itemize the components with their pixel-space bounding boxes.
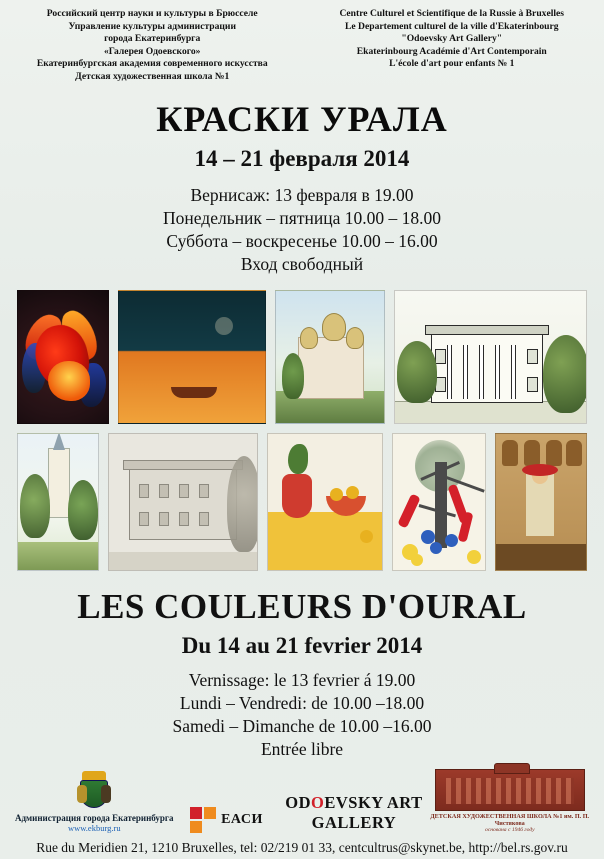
header-fr-line-3: "Odoevsky Art Gallery"	[401, 33, 503, 45]
still-life-with-vase	[267, 433, 383, 571]
cathedral-dome	[346, 327, 364, 349]
square-orange	[204, 807, 216, 819]
easi-squares-icon	[190, 807, 216, 833]
building-window	[179, 512, 189, 526]
building-body	[129, 468, 237, 540]
vase-shape	[524, 440, 540, 466]
cathedral-dome	[300, 327, 318, 349]
header-fr-line-2: Le Departement culturel de la ville d'Ekaterinbourg	[345, 20, 559, 32]
boat-shape	[171, 387, 217, 398]
house-column	[495, 345, 500, 399]
odoevsky-label-accent: O	[311, 793, 325, 812]
yellow-dot	[467, 550, 481, 564]
header-ru-line-1: Российский центр науки и культуры в Брюсселе	[46, 8, 258, 19]
bear-icon	[77, 785, 87, 803]
bell-tower	[48, 448, 70, 518]
house-roof	[425, 325, 549, 335]
bush-shape	[397, 341, 437, 403]
info-ru-vernissage: Вернисаж: 13 февраля в 19.00	[190, 184, 414, 205]
title-french: LES COULEURS D'OURAL	[77, 586, 527, 626]
odoevsky-label-post: EVSKY ART GALLERY	[311, 793, 423, 832]
odoevsky-label-pre: OD	[285, 793, 312, 812]
school-building-icon	[435, 769, 585, 811]
header-ru-line-5: Екатеринбургская академия современного искусства	[36, 58, 268, 70]
blue-dot	[421, 530, 435, 544]
building-window	[159, 484, 169, 498]
info-fr-free-entry: Entrée libre	[260, 738, 344, 759]
header-french-organizers	[314, 8, 590, 84]
house-column	[447, 345, 452, 399]
info-ru-weekend: Суббота – воскресенье 10.00 – 16.00	[166, 230, 438, 251]
school-logo-title: ДЕТСКАЯ ХУДОЖЕСТВЕННАЯ ШКОЛА №1 им. П. П. Чистякова	[430, 813, 590, 827]
foreground-band	[496, 544, 586, 570]
header-fr-line-5: L'école d'art pour enfants № 1	[389, 58, 515, 70]
footer-contact[interactable]: Rue du Meridien 21, 1210 Bruxelles, tel: 02/219 01 33, centcultrus@skynet.be, http://bel.rs.gov.ru	[36, 840, 568, 855]
ekaterinburg-administration-logo	[14, 771, 175, 833]
grass-area	[18, 542, 98, 570]
coat-of-arms-icon	[76, 771, 112, 811]
info-french	[0, 669, 604, 761]
sable-icon	[101, 785, 111, 803]
school-logo-founded: основана с 1946 году	[484, 827, 535, 833]
tree-shape	[20, 474, 50, 538]
building-roof	[123, 460, 243, 470]
vase-shape	[282, 474, 312, 518]
square-empty	[204, 821, 216, 833]
vase-shape	[546, 440, 562, 466]
fruit-shape	[330, 488, 343, 501]
header-ru-line-4: «Галерея Одоевского»	[103, 45, 201, 57]
fruit-shape	[360, 530, 373, 543]
house-window	[435, 349, 446, 364]
house-column	[479, 345, 484, 399]
building-window	[199, 512, 209, 526]
blue-dot	[445, 534, 458, 547]
artwork-grid	[17, 290, 587, 571]
red-hat	[522, 464, 558, 476]
vase-shape	[566, 440, 582, 466]
info-ru-free-entry: Вход свободный	[240, 253, 364, 274]
ground-area	[109, 552, 257, 570]
info-fr-weekend: Samedi – Dimanche de 10.00 –16.00	[172, 715, 432, 736]
decorative-tree-composition	[392, 433, 486, 571]
cathedral-watercolor	[275, 290, 385, 424]
square-red	[190, 807, 202, 819]
house-window	[527, 377, 538, 392]
house-column	[463, 345, 468, 399]
art-school-logo	[429, 769, 590, 833]
info-ru-weekdays: Понедельник – пятница 10.00 – 18.00	[163, 207, 441, 228]
pencil-building-drawing	[108, 433, 258, 571]
orange-sea-with-boat-painting	[118, 290, 266, 424]
red-flower-painting	[17, 290, 109, 424]
building-window	[159, 512, 169, 526]
header-ru-line-3: города Екатеринбурга	[104, 33, 201, 45]
odoevsky-gallery-logo	[278, 793, 429, 833]
dates-russian: 14 – 21 февраля 2014	[194, 145, 410, 171]
poster-header	[0, 0, 604, 84]
artwork-row-2	[17, 433, 587, 571]
header-ru-line-2: Управление культуры администрации	[68, 20, 236, 32]
info-russian	[0, 184, 604, 276]
title-russian: КРАСКИ УРАЛА	[156, 98, 448, 139]
header-russian-organizers	[14, 8, 290, 84]
artwork-row-1	[17, 290, 587, 424]
building-window	[179, 484, 189, 498]
spire-shape	[53, 433, 65, 450]
cathedral-dome	[322, 313, 346, 341]
header-fr-line-4: Ekaterinbourg Académie d'Art Contemporain	[356, 45, 547, 57]
logo-strip	[0, 761, 604, 833]
crown-icon	[82, 771, 106, 780]
building-window	[139, 484, 149, 498]
flower-petal	[48, 361, 90, 401]
odoevsky-logo-label	[278, 793, 429, 833]
figure-with-red-hat-painting	[495, 433, 587, 571]
tree-shape	[227, 456, 258, 552]
dates-french: Du 14 au 21 fevrier 2014	[181, 632, 423, 658]
building-window	[199, 484, 209, 498]
fruit-shape	[346, 486, 359, 499]
red-accent	[397, 493, 420, 528]
church-among-trees-watercolor	[17, 433, 99, 571]
bush-shape	[543, 335, 587, 413]
ekaterinburg-logo-title: Администрация города Екатеринбурга	[14, 813, 174, 823]
leaf-shape	[288, 444, 308, 474]
ekaterinburg-logo-url[interactable]: www.ekburg.ru	[67, 823, 121, 833]
easi-logo	[175, 806, 279, 833]
header-fr-line-1: Centre Culturel et Scientifique de la Russie à Bruxelles	[339, 8, 565, 19]
easi-logo-label: ЕАСИ	[221, 812, 263, 827]
easi-mark	[190, 807, 263, 833]
house-window	[527, 349, 538, 364]
yellow-dot	[411, 554, 423, 566]
blue-dot	[430, 542, 442, 554]
house-column	[511, 345, 516, 399]
tree-shape	[68, 480, 98, 540]
info-fr-weekdays: Lundi – Vendredi: de 10.00 –18.00	[179, 692, 425, 713]
vase-shape	[502, 440, 518, 466]
header-ru-line-6: Детская художественная школа №1	[75, 70, 230, 82]
square-orange	[190, 821, 202, 833]
info-fr-vernissage: Vernissage: le 13 fevrier á 19.00	[188, 669, 416, 690]
building-window	[139, 512, 149, 526]
tree-shape	[282, 353, 304, 399]
white-mansion-ink-drawing	[394, 290, 587, 424]
sun-shape	[215, 317, 233, 335]
